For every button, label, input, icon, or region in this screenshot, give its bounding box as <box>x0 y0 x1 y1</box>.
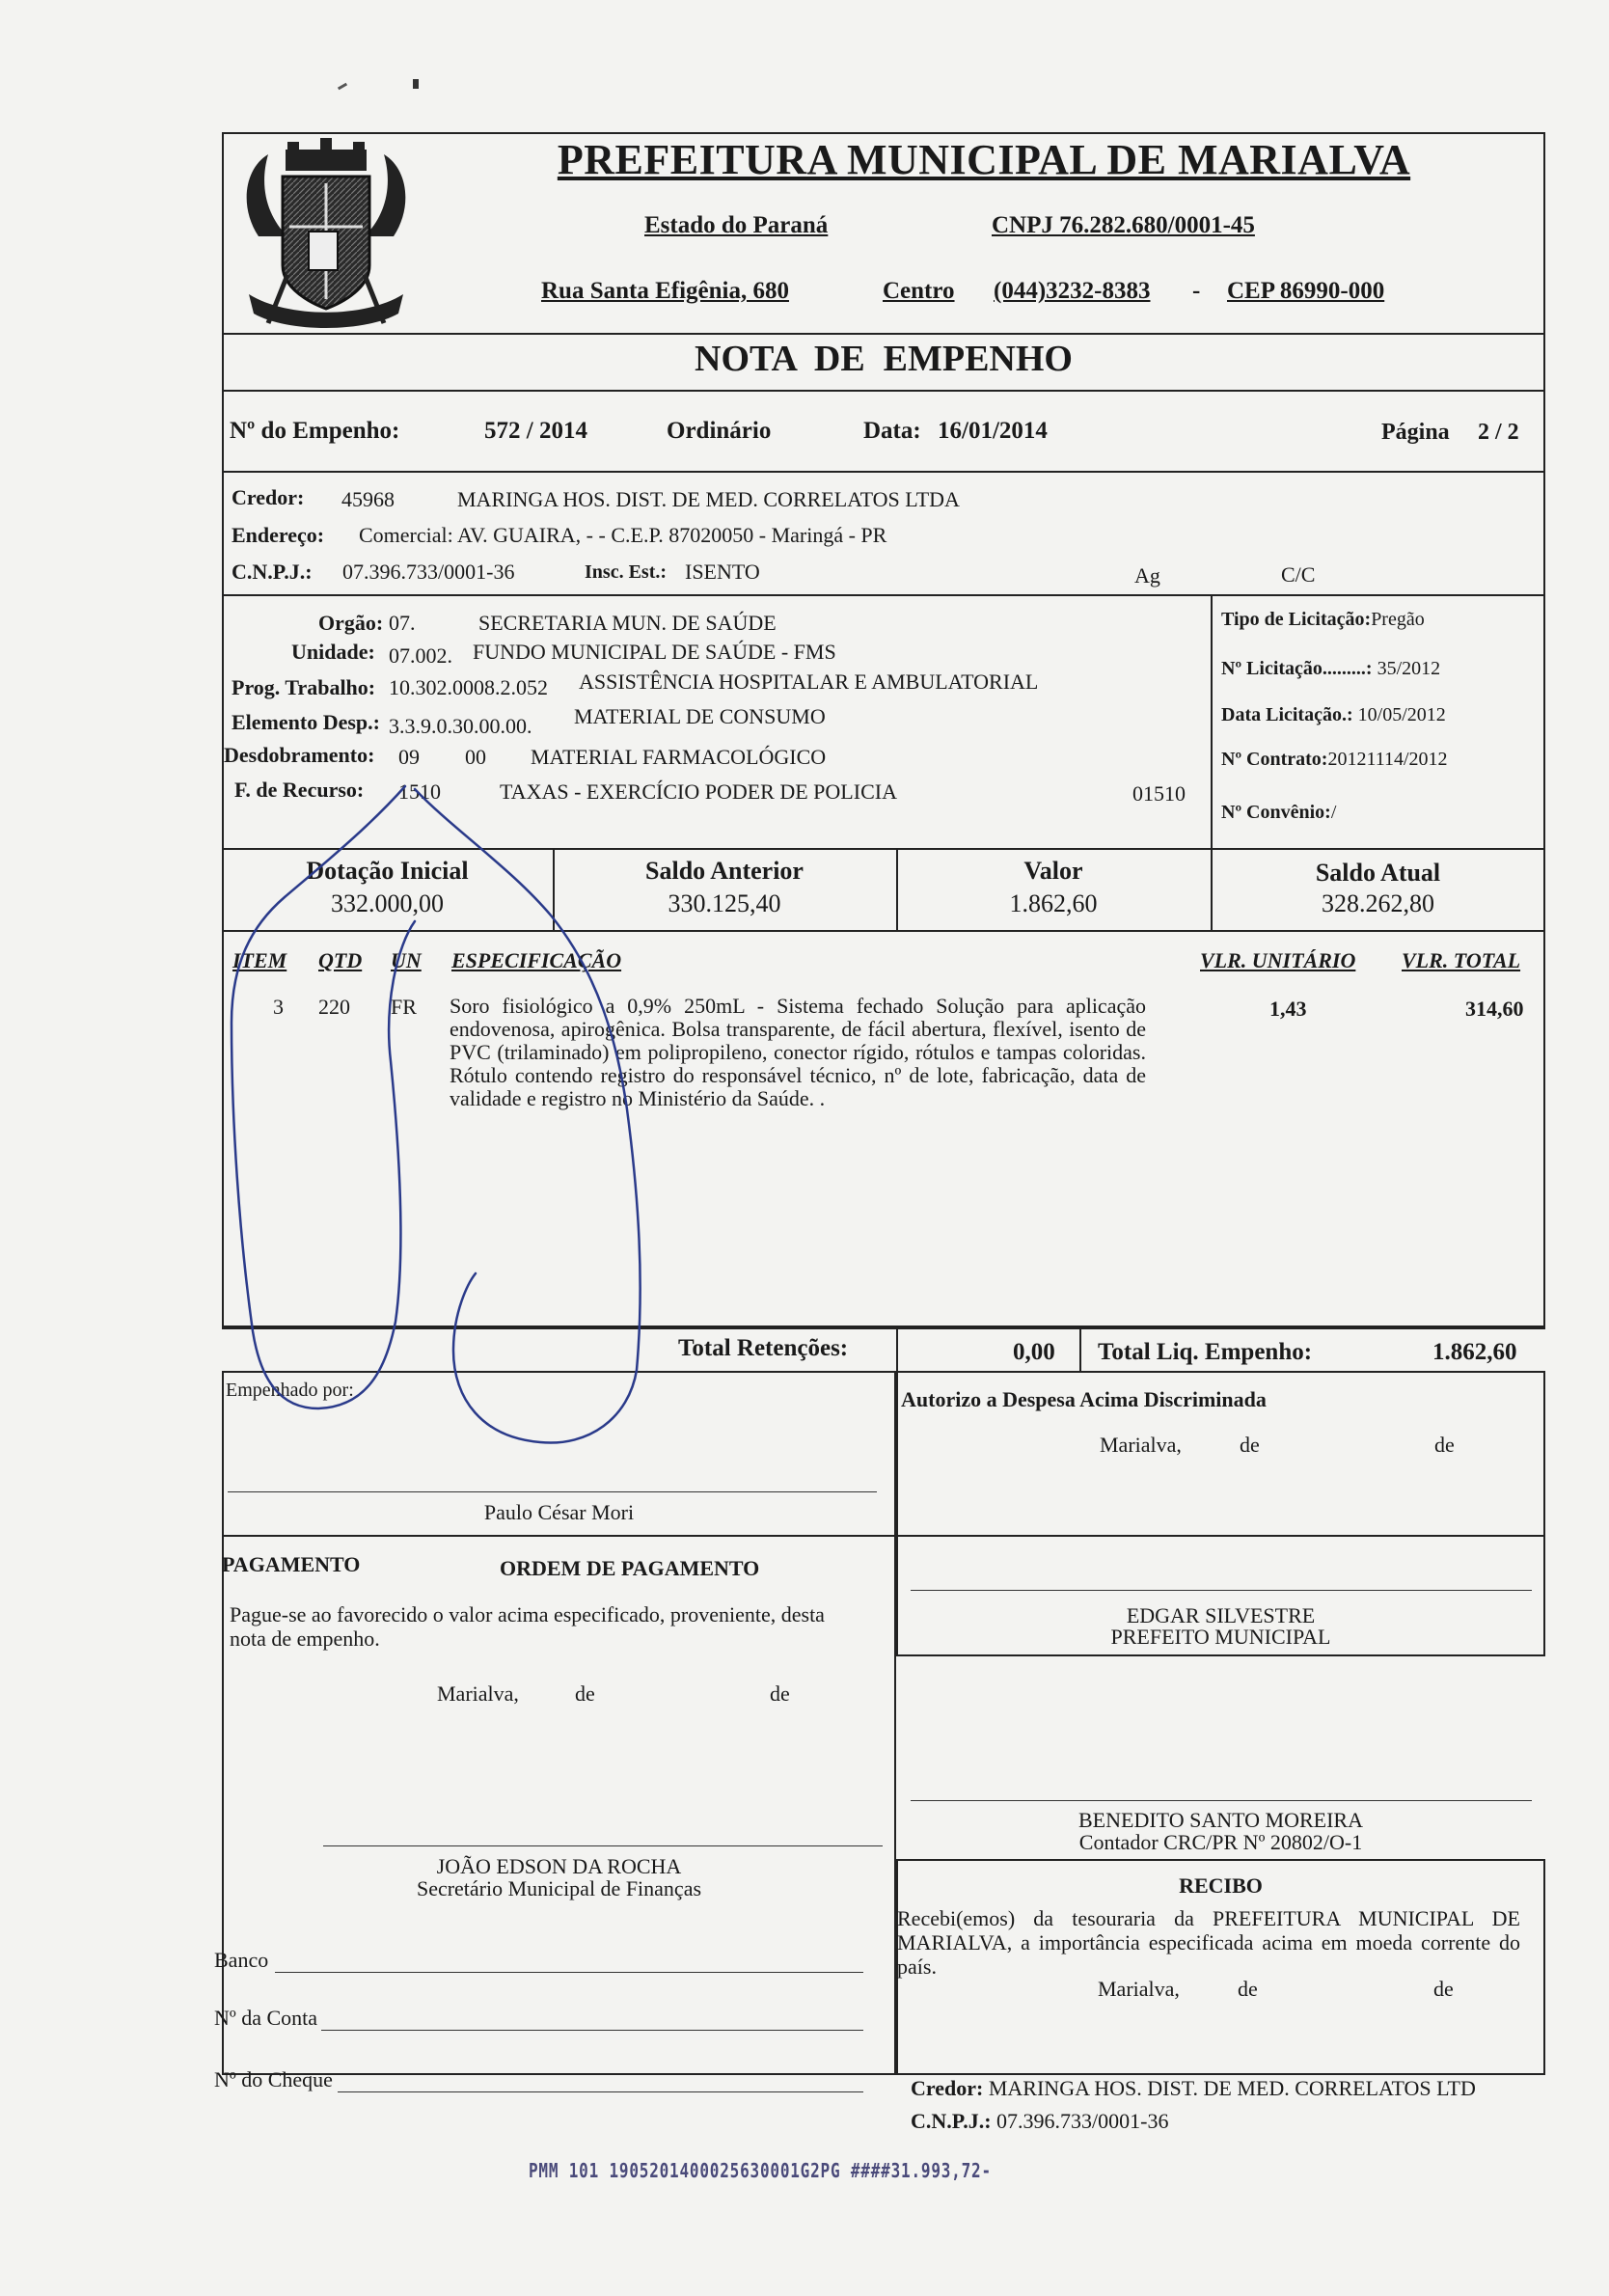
recibo-credor-label: Credor: <box>911 2076 984 2100</box>
convenio-value: / <box>1330 802 1337 823</box>
insc-value: ISENTO <box>685 560 760 584</box>
credor-cnpj-label: C.N.P.J.: <box>232 560 313 584</box>
coat-of-arms-icon <box>230 130 423 338</box>
numero-licitacao-label: Nº Licitação.........: <box>1221 658 1373 679</box>
recibo-credor-line <box>896 2073 1545 2075</box>
ordem-title: ORDEM DE PAGAMENTO <box>500 1556 760 1580</box>
address-label: Rua Santa Efigênia, 680 <box>541 278 789 304</box>
item-number: 3 <box>273 995 284 1019</box>
unidade-name: FUNDO MUNICIPAL DE SAÚDE - FMS <box>473 640 836 664</box>
empenhado-name: Paulo César Mori <box>483 1500 635 1524</box>
unidade-code: 07.002. <box>389 643 452 668</box>
prog-name: ASSISTÊNCIA HOSPITALAR E AMBULATORIAL <box>579 670 1039 694</box>
anterior-value: 330.125,40 <box>668 889 781 917</box>
doc-title: NOTA DE EMPENHO <box>695 339 1073 379</box>
cheque-line[interactable] <box>338 2091 863 2092</box>
insc-label: Insc. Est.: <box>585 561 668 583</box>
recibo-de1: de <box>1238 1977 1258 2001</box>
credor-cnpj: 07.396.733/0001-36 <box>342 560 515 584</box>
orgao-name: SECRETARIA MUN. DE SAÚDE <box>478 611 777 635</box>
elemento-name: MATERIAL DE CONSUMO <box>574 704 826 728</box>
title-divider <box>222 390 1545 392</box>
autorizo-text: Autorizo a Despesa Acima Discriminada <box>901 1387 1267 1411</box>
tipo-licitacao-value: Pregão <box>1371 609 1425 630</box>
separator-dash: - <box>1192 278 1201 304</box>
scan-mark-2 <box>413 79 419 89</box>
page-number: 2 / 2 <box>1478 420 1519 445</box>
header-divider <box>222 333 1545 335</box>
elemento-label: Elemento Desp.: <box>232 710 380 734</box>
contrato-label: Nº Contrato: <box>1221 749 1328 770</box>
item-total: 314,60 <box>1465 997 1524 1021</box>
pagamento-de2: de <box>770 1681 790 1706</box>
valor-value: 1.862,60 <box>1009 889 1098 917</box>
credor-label: Credor: <box>232 485 305 509</box>
orgao-code: 07. <box>389 611 416 635</box>
items-box <box>222 930 1545 1327</box>
recurso-code2: 01510 <box>1132 781 1186 806</box>
elemento-code: 3.3.9.0.30.00.00. <box>389 714 532 738</box>
empenho-date-label: Data: <box>863 418 921 444</box>
numero-licitacao-value: 35/2012 <box>1377 658 1441 679</box>
item-qtd: 220 <box>318 995 350 1019</box>
col-item: ITEM <box>232 948 287 972</box>
recibo-city: Marialva, <box>1098 1977 1180 2001</box>
credor-name: MARINGA HOS. DIST. DE MED. CORRELATOS LTDA <box>457 487 960 511</box>
desdobramento-code: 09 <box>398 745 420 769</box>
tipo-licitacao <box>1221 609 1425 631</box>
autorizo-de2: de <box>1434 1433 1455 1457</box>
secretario-name: JOÃO EDSON DA ROCHA <box>436 1854 682 1878</box>
anterior-label: Saldo Anterior <box>645 857 804 885</box>
pagamento-title: PAGAMENTO <box>222 1552 361 1576</box>
empenho-number: 572 / 2014 <box>484 418 587 444</box>
atual-value: 328.262,80 <box>1322 889 1434 917</box>
contrato <box>1221 749 1448 771</box>
recibo-text: Recebi(emos) da tesouraria da PREFEITURA MUNICIPAL DE MARIALVA, a importância especificada acima em moeda corrente do país. <box>897 1906 1520 1979</box>
unidade-label: Unidade: <box>291 640 375 664</box>
valor-label: Valor <box>1023 857 1083 885</box>
orgao-label: Orgão: <box>318 611 384 635</box>
conta-label: Nº da Conta <box>214 2006 318 2030</box>
recibo-de2: de <box>1433 1977 1454 2001</box>
cep-label: CEP 86990-000 <box>1227 278 1385 304</box>
empenho-date: 16/01/2014 <box>938 418 1048 444</box>
cnpj-label: CNPJ 76.282.680/0001-45 <box>992 212 1255 238</box>
contador-signature-line <box>911 1800 1532 1801</box>
pagamento-de1: de <box>575 1681 595 1706</box>
data-licitacao-label: Data Licitação.: <box>1221 704 1353 725</box>
convenio <box>1221 802 1336 824</box>
banco-label: Banco <box>214 1948 269 1972</box>
recibo-cnpj-label: C.N.P.J.: <box>911 2109 992 2133</box>
secretario-title: Secretário Municipal de Finanças <box>416 1876 702 1900</box>
recibo-credor <box>911 2076 1476 2101</box>
col-total: VLR. TOTAL <box>1402 948 1521 972</box>
empenho-type: Ordinário <box>667 418 772 444</box>
prog-code: 10.302.0008.2.052 <box>389 675 548 699</box>
cc-label: C/C <box>1281 562 1316 587</box>
ag-label: Ag <box>1134 563 1160 588</box>
col-un: UN <box>391 948 422 972</box>
empenhado-label: Empenhado por: <box>226 1380 354 1401</box>
empenhado-signature-line <box>228 1491 877 1492</box>
data-licitacao <box>1221 704 1446 726</box>
contador-name: BENEDITO SANTO MOREIRA <box>1078 1808 1363 1832</box>
liq-label: Total Liq. Empenho: <box>1098 1339 1313 1365</box>
atual-label: Saldo Atual <box>1315 859 1441 887</box>
prefeito-title: PREFEITO MUNICIPAL <box>1110 1625 1331 1649</box>
scan-mark <box>338 83 347 91</box>
totais-top-line <box>222 1327 1545 1329</box>
page-label: Página <box>1381 420 1450 445</box>
totais-div-2 <box>1079 1327 1081 1373</box>
recurso-code: 1510 <box>398 779 441 804</box>
col-espec: ESPECIFICAÇÃO <box>451 948 622 972</box>
cheque-label: Nº do Cheque <box>214 2067 333 2091</box>
banco-line[interactable] <box>275 1972 863 1973</box>
footer-code: PMM 101 1905201400025630001G2PG ####31.993,72- <box>529 2159 992 2182</box>
contrato-value: 20121114/2012 <box>1327 749 1448 770</box>
item-un: FR <box>391 995 417 1019</box>
recibo-cnpj-value: 07.396.733/0001-36 <box>996 2109 1169 2133</box>
desdobramento-sub: 00 <box>465 745 486 769</box>
contador-title: Contador CRC/PR Nº 20802/O-1 <box>1078 1830 1363 1854</box>
tipo-licitacao-label: Tipo de Licitação: <box>1221 609 1372 630</box>
desdobramento-name: MATERIAL FARMACOLÓGICO <box>531 745 827 769</box>
recibo-title: RECIBO <box>1179 1873 1263 1898</box>
endereco-value: Comercial: AV. GUAIRA, - - C.E.P. 87020050 - Maringá - PR <box>359 523 887 547</box>
numero-licitacao <box>1221 658 1440 680</box>
dotacao-value: 332.000,00 <box>331 889 444 917</box>
item-unit: 1,43 <box>1269 997 1307 1021</box>
autorizo-de1: de <box>1240 1433 1260 1457</box>
retencoes-label: Total Retenções: <box>678 1335 849 1361</box>
col-qtd: QTD <box>318 948 363 972</box>
secretario-signature-line <box>323 1845 883 1846</box>
recibo-credor-name: MARINGA HOS. DIST. DE MED. CORRELATOS LTD <box>988 2076 1476 2100</box>
endereco-label: Endereço: <box>232 523 325 547</box>
autorizo-city: Marialva, <box>1100 1433 1182 1457</box>
conta-line[interactable] <box>321 2030 863 2031</box>
col-unit: VLR. UNITÁRIO <box>1200 948 1356 972</box>
prefeito-name: EDGAR SILVESTRE <box>1126 1603 1316 1627</box>
empenho-number-label: Nº do Empenho: <box>230 418 400 444</box>
desdobramento-label: Desdobramento: <box>224 743 375 767</box>
pagamento-text: Pague-se ao favorecido o valor acima especificado, proveniente, desta nota de empenho. <box>230 1602 825 1651</box>
dotacao-label: Dotação Inicial <box>306 857 469 885</box>
licitacao-divider <box>1211 594 1213 850</box>
retencoes-value: 0,00 <box>1013 1339 1055 1365</box>
pagamento-city: Marialva, <box>437 1681 519 1706</box>
recurso-name: TAXAS - EXERCÍCIO PODER DE POLICIA <box>500 779 897 804</box>
district-label: Centro <box>883 278 955 304</box>
prefeito-signature-line <box>911 1590 1532 1591</box>
credor-code: 45968 <box>341 487 395 511</box>
totais-div-1 <box>896 1327 898 1373</box>
recibo-cnpj <box>911 2109 1168 2134</box>
recurso-label: F. de Recurso: <box>234 778 365 802</box>
state-label: Estado do Paraná <box>644 212 829 238</box>
prefeitura-title: PREFEITURA MUNICIPAL DE MARIALVA <box>557 136 1411 183</box>
data-licitacao-value: 10/05/2012 <box>1357 704 1446 725</box>
phone-label: (044)3232-8383 <box>994 278 1151 304</box>
convenio-label: Nº Convênio: <box>1221 802 1331 823</box>
item-espec: Soro fisiológico a 0,9% 250mL - Sistema fechado Solução para aplicação endovenosa, apirogênica. Bolsa transparente, de fácil abertura, flexível, isento de PVC (trilaminado) em polipropileno, conector rígido, rótulos e tampas coloridas. Rótulo contendo registro do responsável técnico, nº de lote, fabricação, data de validade e registro no Ministério da Saúde. . <box>450 994 1146 1110</box>
prog-label: Prog. Trabalho: <box>232 675 376 699</box>
liq-value: 1.862,60 <box>1432 1339 1517 1365</box>
